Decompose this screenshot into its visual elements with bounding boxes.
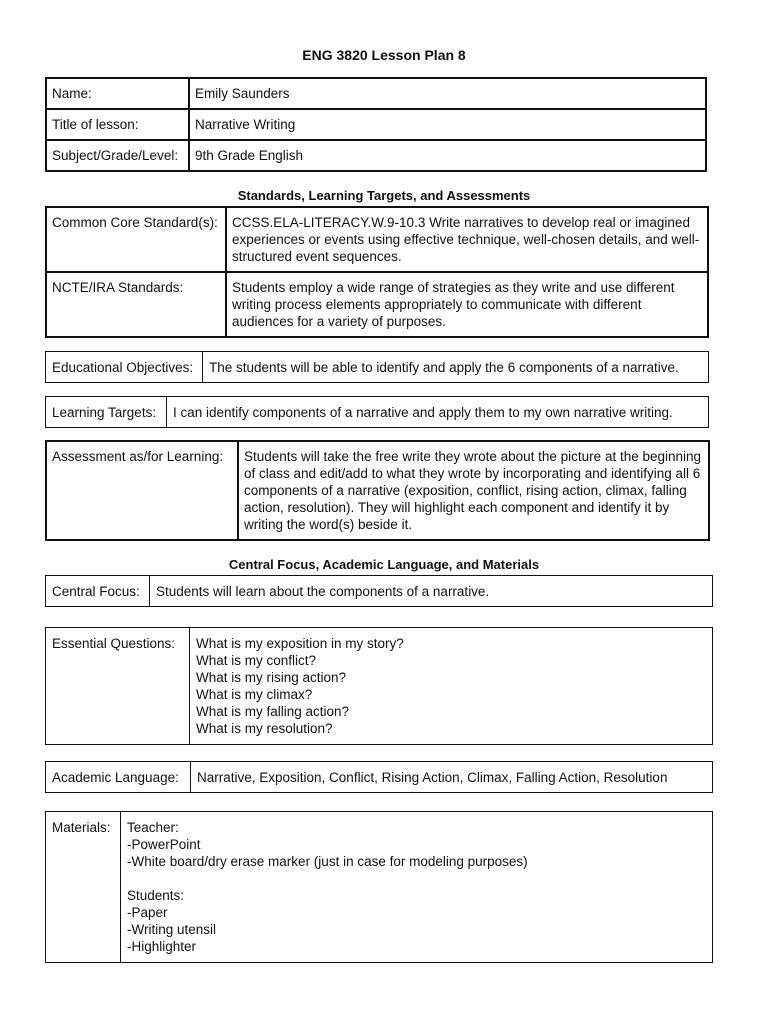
targets-table	[45, 396, 709, 428]
questions-label: Essential Questions:	[46, 628, 190, 745]
table-row	[46, 140, 706, 171]
table-row	[46, 812, 713, 963]
lesson-info-table	[45, 77, 707, 172]
targets-value: I can identify components of a narrative and apply them to my own narrative writing.	[167, 397, 709, 428]
objectives-value: The students will be able to identify and apply the 6 components of a narrative.	[203, 352, 709, 383]
table-row	[46, 397, 709, 428]
table-row	[46, 628, 713, 745]
targets-label: Learning Targets:	[46, 397, 167, 428]
table-row	[46, 441, 709, 540]
table-row	[46, 272, 708, 337]
subject-value: 9th Grade English	[189, 140, 706, 171]
page-title: ENG 3820 Lesson Plan 8	[302, 47, 466, 63]
table-row	[46, 576, 713, 607]
assessment-label: Assessment as/for Learning:	[46, 441, 238, 540]
table-row	[46, 78, 706, 109]
materials-label: Materials:	[46, 812, 121, 963]
name-value: Emily Saunders	[189, 78, 706, 109]
ncte-value: Students employ a wide range of strategies as they write and use different writing process elements appropriately to communicate with different audiences for a variety of purposes.	[226, 272, 708, 337]
materials-value: Teacher: -PowerPoint -White board/dry erase marker (just in case for modeling purposes) Students: -Paper -Writing utensil -Highlighter	[121, 812, 713, 963]
standards-heading: Standards, Learning Targets, and Assessments	[237, 188, 531, 203]
table-row	[46, 207, 708, 272]
academic-value: Narrative, Exposition, Conflict, Rising Action, Climax, Falling Action, Resolution	[191, 762, 713, 793]
academic-language-table	[45, 761, 713, 793]
common-core-value: CCSS.ELA-LITERACY.W.9-10.3 Write narratives to develop real or imagined experiences or events using effective technique, well-chosen details, and well-structured event sequences.	[226, 207, 708, 272]
materials-table	[45, 811, 713, 963]
essential-questions-table	[45, 627, 713, 745]
table-row	[46, 352, 709, 383]
objectives-table	[45, 351, 709, 383]
table-row	[46, 109, 706, 140]
questions-value: What is my exposition in my story? What is my conflict? What is my rising action? What is my climax? What is my falling action? What is my resolution?	[190, 628, 713, 745]
assessment-table	[45, 440, 710, 541]
name-label: Name:	[46, 78, 189, 109]
table-row	[46, 762, 713, 793]
common-core-label: Common Core Standard(s):	[46, 207, 226, 272]
lesson-title-value: Narrative Writing	[189, 109, 706, 140]
lesson-title-label: Title of lesson:	[46, 109, 189, 140]
standards-table	[45, 206, 709, 338]
central-focus-table	[45, 575, 713, 607]
central-focus-label: Central Focus:	[46, 576, 150, 607]
focus-heading: Central Focus, Academic Language, and Materials	[228, 557, 540, 572]
objectives-label: Educational Objectives:	[46, 352, 203, 383]
ncte-label: NCTE/IRA Standards:	[46, 272, 226, 337]
assessment-value: Students will take the free write they wrote about the picture at the beginning of class and edit/add to what they wrote by incorporating and identifying all 6 components of a narrative (exposition, conflict, rising action, climax, falling action, resolution). They will highlight each component and identify it by writing the word(s) beside it.	[238, 441, 709, 540]
central-focus-value: Students will learn about the components of a narrative.	[150, 576, 713, 607]
academic-label: Academic Language:	[46, 762, 191, 793]
subject-label: Subject/Grade/Level:	[46, 140, 189, 171]
